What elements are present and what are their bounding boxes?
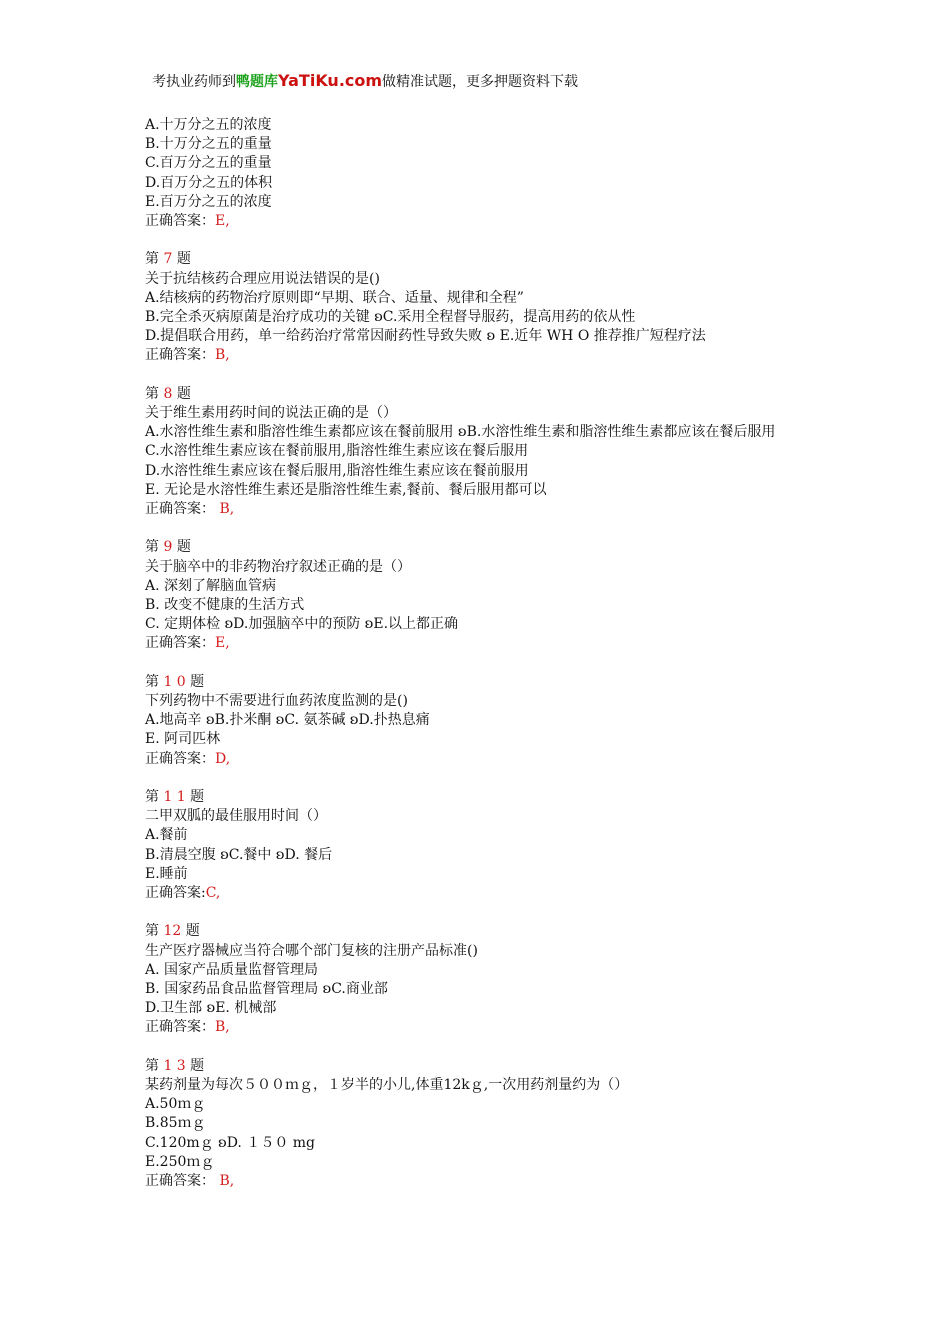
correct-answer-label: 正确答案：: [145, 1173, 215, 1190]
question-number-prefix: 第: [145, 1057, 164, 1074]
question-number-prefix: 第: [145, 251, 164, 268]
question-number-prefix: 第: [145, 923, 164, 940]
question-number: [145, 673, 825, 692]
answer-option: E.百万分之五的浓度: [145, 193, 272, 210]
question-number-suffix: 题: [185, 673, 205, 690]
answer-option: A.50ｍｇ: [145, 1096, 206, 1113]
question-number-prefix: 第: [145, 539, 164, 556]
question-number-value: 9: [163, 539, 173, 556]
question-number-value: 8: [163, 385, 173, 402]
question-number-value: 12: [163, 923, 182, 940]
question-number-suffix: 题: [172, 539, 191, 556]
answer-option: A. 深刻了解脑血管病: [145, 577, 277, 594]
answer-option: E.睡前: [145, 865, 188, 882]
correct-answer-value: C,: [205, 885, 221, 902]
question-stem: 生产医疗器械应当符合哪个部门复核的注册产品标准(): [145, 942, 478, 959]
answer-option: E. 无论是水溶性维生素还是脂溶性维生素,餐前、餐后服用都可以: [145, 481, 547, 498]
question-number-value: 1 3: [163, 1057, 186, 1074]
answer-option: B.十万分之五的重量: [145, 136, 272, 153]
answer-option: D.卫生部 ʚE. 机械部: [145, 1000, 277, 1017]
brand-name-en[interactable]: YaTiKu.com: [278, 71, 383, 90]
answer-option: D.水溶性维生素应该在餐后服用,脂溶性维生素应该在餐前服用: [145, 462, 529, 479]
question-number-suffix: 题: [181, 923, 200, 940]
correct-answer-value: B,: [215, 1173, 235, 1190]
correct-answer: [145, 884, 825, 903]
answer-option: A.水溶性维生素和脂溶性维生素都应该在餐前服用 ʚB.水溶性维生素和脂溶性维生素都应该在餐后服用: [145, 424, 776, 441]
answer-option: D.百万分之五的体积: [145, 174, 273, 191]
correct-answer-label: 正确答案：: [145, 501, 215, 518]
question-number: [145, 922, 825, 941]
question-number-suffix: 题: [185, 789, 205, 806]
question-number: [145, 538, 825, 557]
correct-answer: [145, 750, 825, 769]
answer-option: B.85ｍｇ: [145, 1115, 206, 1132]
block-spacer: [145, 654, 825, 673]
block-spacer: [145, 1038, 825, 1057]
question-number-value: 7: [163, 251, 173, 268]
answer-option: C. 定期体检 ʚD.加强脑卒中的预防 ʚE.以上都正确: [145, 616, 459, 633]
question-block: [145, 673, 825, 788]
answer-option: A.餐前: [145, 827, 188, 844]
question-stem: 下列药物中不需要进行血药浓度监测的是(): [145, 693, 408, 710]
correct-answer-value: B,: [215, 347, 230, 364]
answer-option: D.提倡联合用药，单一给药治疗常常因耐药性导致失败 ʚ E.近年 WH O 推荐推广短程疗法: [145, 328, 706, 345]
block-spacer: [145, 366, 825, 385]
answer-option: E.250ｍｇ: [145, 1153, 215, 1170]
question-stem: 二甲双胍的最佳服用时间（）: [145, 808, 327, 825]
question-number-suffix: 题: [185, 1057, 205, 1074]
block-spacer: [145, 769, 825, 788]
question-number-value: 1 1: [163, 789, 186, 806]
correct-answer-value: B,: [215, 501, 235, 518]
question-block: [145, 788, 825, 922]
block-spacer: [145, 519, 825, 538]
answer-option: B.完全杀灭病原菌是治疗成功的关键 ʚC.采用全程督导服药，提高用药的依从性: [145, 309, 636, 326]
correct-answer-value: D,: [215, 750, 231, 767]
question-number-suffix: 题: [172, 385, 191, 402]
correct-answer: [145, 634, 825, 653]
question-number: [145, 1057, 825, 1076]
correct-answer: [145, 500, 825, 519]
correct-answer: [145, 212, 825, 231]
answer-option: E. 阿司匹林: [145, 731, 221, 748]
header-prefix: 考执业药师到: [152, 74, 236, 90]
question-number-prefix: 第: [145, 673, 164, 690]
correct-answer-value: B,: [215, 1019, 230, 1036]
question-block: [145, 250, 825, 384]
question-number-prefix: 第: [145, 789, 164, 806]
answer-option: C.120mｇ ʚD. １５０ mg: [145, 1134, 316, 1151]
question-stem: 某药剂量为每次５００ｍｇ，１岁半的小儿,体重12kｇ,一次用药剂量约为（）: [145, 1077, 629, 1094]
page-header: [152, 71, 578, 92]
correct-answer-label: 正确答案：: [145, 213, 215, 230]
question-stem: 关于维生素用药时间的说法正确的是（）: [145, 405, 397, 422]
answer-option: B. 国家药品食品监督管理局 ʚC.商业部: [145, 981, 388, 998]
correct-answer-label: 正确答案：: [145, 750, 215, 767]
answer-option: A.地高辛 ʚB.扑米酮 ʚC. 氨茶碱 ʚD.扑热息痛: [145, 712, 430, 729]
question-block: [145, 116, 825, 250]
correct-answer-label: 正确答案:: [145, 885, 206, 902]
correct-answer: [145, 1018, 825, 1037]
correct-answer-value: E,: [215, 635, 230, 652]
question-list: [145, 116, 825, 1191]
answer-option: A.十万分之五的浓度: [145, 117, 272, 133]
answer-option: A. 国家产品质量监督管理局: [145, 961, 319, 978]
answer-option: A.结核病的药物治疗原则即“早期、联合、适量、规律和全程”: [145, 289, 524, 306]
question-block: [145, 385, 825, 539]
correct-answer-label: 正确答案：: [145, 635, 215, 652]
answer-option: C.水溶性维生素应该在餐前服用,脂溶性维生素应该在餐后服用: [145, 443, 529, 460]
question-block: [145, 1057, 825, 1191]
answer-option: B.清晨空腹 ʚC.餐中 ʚD. 餐后: [145, 846, 333, 863]
correct-answer-value: E,: [215, 213, 230, 230]
question-number: [145, 788, 825, 807]
brand-name-cn[interactable]: 鸭题库: [236, 74, 278, 90]
question-block: [145, 538, 825, 672]
question-stem: 关于抗结核药合理应用说法错误的是(): [145, 270, 380, 287]
question-number-value: 1 0: [163, 673, 186, 690]
question-number: [145, 385, 825, 404]
question-number: [145, 250, 825, 269]
answer-option: C.百万分之五的重量: [145, 155, 272, 172]
correct-answer-label: 正确答案：: [145, 1019, 215, 1036]
header-suffix: 做精准试题，更多押题资料下载: [382, 74, 579, 90]
block-spacer: [145, 903, 825, 922]
correct-answer: [145, 1172, 825, 1191]
question-number-suffix: 题: [172, 251, 191, 268]
block-spacer: [145, 231, 825, 250]
correct-answer-label: 正确答案：: [145, 347, 215, 364]
question-number-prefix: 第: [145, 385, 164, 402]
correct-answer: [145, 346, 825, 365]
answer-option: B. 改变不健康的生活方式: [145, 597, 305, 614]
question-stem: 关于脑卒中的非药物治疗叙述正确的是（）: [145, 558, 411, 575]
question-block: [145, 922, 825, 1056]
